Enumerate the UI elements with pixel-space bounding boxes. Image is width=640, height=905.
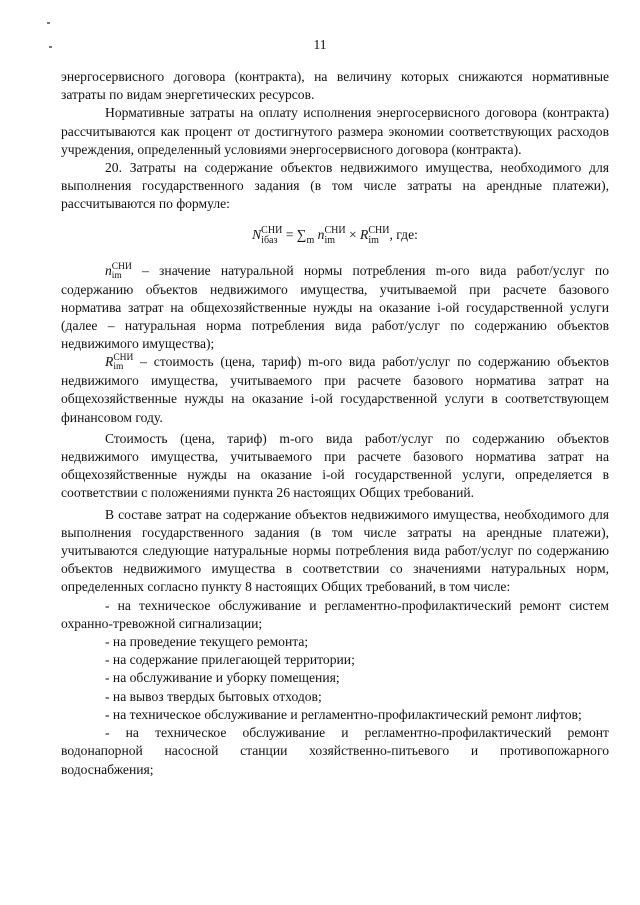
definition-n: [61, 262, 609, 354]
list-item: - на вывоз твердых бытовых отходов;: [105, 688, 322, 704]
list-item: - на техническое обслуживание и регламентно-профилактический ремонт водонапорной насосной станции хозяйственно-питьевого и противопожарного водоснабжения;: [61, 725, 609, 777]
definition-text: – значение натуральной нормы потребления m-ого вида работ/услуг по содержанию объектов недвижимого имущества, учитываемой при расчете базового норматива затрат на общехозяйственные нужды на оказание i-ой государственной услуги (далее – натуральная норма потребления вида работ/услуг по содержанию объектов недвижимого имущества);: [61, 262, 609, 352]
formula-r-sub: im: [368, 234, 379, 246]
formula-lhs-sup: СНИ: [261, 224, 283, 236]
paragraph: Стоимость (цена, тариф) m-ого вида работ/услуг по содержанию объектов недвижимого имущества, учитываемого при расчете базового норматива затрат на общехозяйственные нужды на оказание i-ой государственной услуги, определяется в соответствии с положениями пункта 26 настоящих Общих требований.: [61, 430, 609, 501]
formula-r: R: [360, 226, 369, 242]
paragraph: Нормативные затраты на оплату исполнения энергосервисного договора (контракта) рассчитываются как процент от достигнутого размера экономии соответствующих расходов учреждения, определенный условиями энергосервисного договора (контракта).: [61, 105, 609, 157]
formula-sum-sub: m: [306, 234, 315, 246]
list-item: - на содержание прилегающей территории;: [105, 652, 355, 668]
list-item: - на проведение текущего ремонта;: [105, 634, 309, 650]
formula-lhs-sub: iбаз: [261, 234, 278, 246]
definition-sup: СНИ: [113, 353, 134, 364]
formula-n: n: [317, 226, 325, 242]
formula-times: ×: [345, 226, 361, 242]
definition-r: [61, 353, 609, 426]
paragraph: В составе затрат на содержание объектов недвижимого имущества, необходимого для выполнения государственного задания (в том числе затраты на арендные платежи), учитываются следующие натуральные нормы потребления вида работ/услуг по содержанию объектов недвижимого имущества в соответствии со значениями натуральных норм, определенных согласно пункту 8 настоящих Общих требований, в том числе:: [61, 506, 609, 595]
definition-symbol: R: [105, 354, 114, 370]
formula-tail: , где:: [389, 226, 418, 242]
document-body: [61, 68, 609, 779]
formula: [61, 226, 609, 250]
definition-sub: im: [113, 362, 124, 373]
definition-sup: СНИ: [111, 261, 132, 272]
page-number: 11: [313, 37, 327, 52]
formula-eq: = ∑: [282, 226, 307, 242]
definition-symbol: n: [105, 262, 112, 278]
definition-sub: im: [111, 270, 122, 281]
paragraph: энергосервисного договора (контракта), на величину которых снижаются нормативные затраты по видам энергетических ресурсов.: [61, 69, 609, 103]
definition-text: – стоимость (цена, тариф) m-ого вида работ/услуг по содержанию объектов недвижимого имущества, учитываемого при расчете базового норматива затрат на общехозяйственные нужды на оказание i-ой государственной услуги в соответствующем финансовом году.: [61, 354, 609, 425]
formula-n-sub: im: [324, 234, 335, 246]
paragraph: 20. Затраты на содержание объектов недвижимого имущества, необходимого для выполнения государственного задания (в том числе затраты на арендные платежи), рассчитываются по формуле:: [61, 160, 609, 212]
list-item: - на обслуживание и уборку помещения;: [105, 670, 340, 686]
list-item: - на техническое обслуживание и регламентно-профилактический ремонт лифтов;: [105, 706, 582, 722]
formula-n-sup: СНИ: [324, 224, 346, 236]
formula-lhs: N: [252, 226, 262, 242]
formula-r-sup: СНИ: [368, 224, 390, 236]
scan-mark: [47, 22, 50, 24]
list-item: - на техническое обслуживание и регламентно-профилактический ремонт систем охранно-тревожной сигнализации;: [61, 597, 609, 631]
